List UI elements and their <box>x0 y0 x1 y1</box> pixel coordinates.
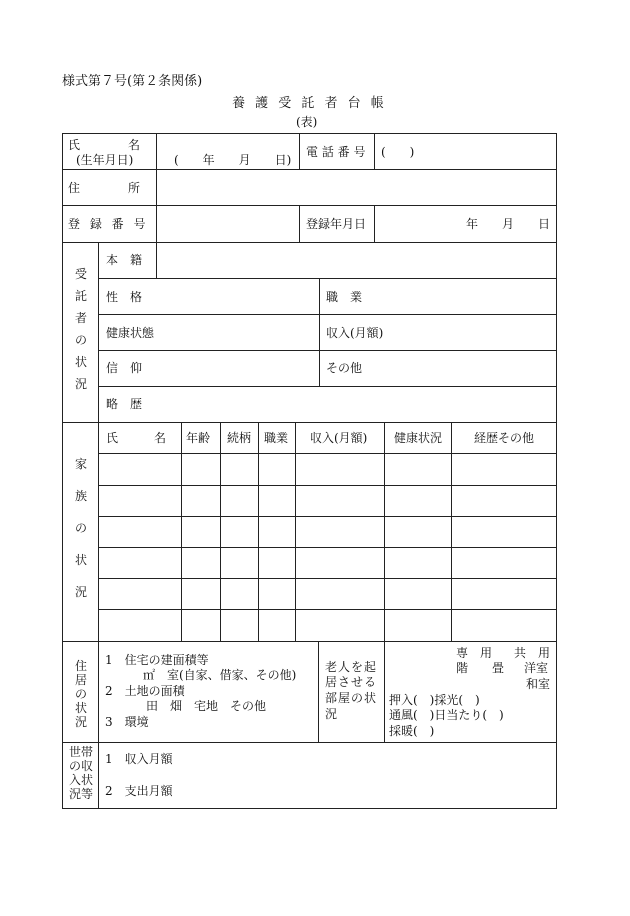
housing-line-land-types: 田 畑 宅地 その他 <box>146 699 267 713</box>
form-number: 様式第７号(第２条関係) <box>62 74 203 89</box>
occupation-label: 職 業 <box>326 290 363 304</box>
family-status-side-label: 家 族 の 状 況 <box>74 457 87 599</box>
household-income-side-label: 世帯 の収 入状 況等 <box>68 745 93 801</box>
address-field[interactable] <box>160 172 552 202</box>
household-monthly-income: 1 収入月額 <box>105 752 173 766</box>
honseki-label: 本 籍 <box>106 253 143 267</box>
room-heating: 採暖( ) <box>389 724 435 738</box>
family-header-income: 収入(月額) <box>310 431 368 445</box>
phone-field[interactable]: ( ) <box>381 145 415 159</box>
room-status-label-1: 老人を起 <box>325 660 378 674</box>
document-subtitle: (表) <box>296 115 318 129</box>
income-label: 収入(月額) <box>326 326 384 340</box>
housing-status-side-label: 住 居 の 状 況 <box>74 659 87 729</box>
other-label: その他 <box>326 361 363 375</box>
document-title: 養 護 受 託 者 台 帳 <box>232 96 387 111</box>
honseki-field[interactable] <box>160 245 552 275</box>
room-status-label-4: 況 <box>325 707 338 721</box>
family-header-history: 経歴その他 <box>474 431 535 445</box>
housing-line-building-area: 1 住宅の建面積等 <box>105 653 209 667</box>
room-closet-lighting: 押入( )採光( ) <box>389 693 480 707</box>
family-header-name: 氏 名 <box>106 431 167 445</box>
room-ventilation-sunlight: 通風( )日当たり( ) <box>389 708 504 722</box>
registration-number-label: 登 録 番 号 <box>68 217 149 231</box>
room-status-label-3: 部屋の状 <box>325 691 378 705</box>
family-header-job: 職業 <box>264 431 289 445</box>
registration-date-label: 登録年月日 <box>306 217 367 231</box>
address-label: 住 所 <box>68 181 141 195</box>
household-monthly-expense: 2 支出月額 <box>105 784 173 798</box>
personality-label: 性 格 <box>106 290 143 304</box>
room-shared-label: 共 用 <box>514 646 551 660</box>
religion-label: 信 仰 <box>106 361 143 375</box>
phone-label: 電 話 番 号 <box>306 145 366 159</box>
housing-line-land-area: 2 土地の面積 <box>105 684 185 698</box>
housing-line-rooms: ㎡ 室(自家、借家、その他) <box>143 668 297 682</box>
health-label: 健康状態 <box>106 326 155 340</box>
registration-date-field[interactable]: 年 月 日 <box>466 217 551 231</box>
room-floor-tatami: 階 畳 <box>456 661 505 675</box>
name-label: 氏 名 <box>68 138 141 152</box>
dob-field[interactable]: ( 年 月 日) <box>174 153 292 167</box>
room-exclusive-label: 専 用 <box>456 646 493 660</box>
registration-number-field[interactable] <box>160 208 296 238</box>
room-western: 洋室 <box>524 661 549 675</box>
dob-label: (生年月日) <box>76 153 134 167</box>
housing-line-environment: 3 環境 <box>105 715 149 729</box>
family-header-relation: 続柄 <box>227 431 252 445</box>
room-status-label-2: 居させる <box>325 675 378 689</box>
trustee-status-side-label: 受 託 者 の 状 況 <box>74 267 87 391</box>
family-header-health: 健康状況 <box>394 431 443 445</box>
family-header-age: 年齢 <box>186 431 211 445</box>
room-japanese: 和室 <box>526 677 551 691</box>
career-label: 略 歴 <box>106 397 143 411</box>
